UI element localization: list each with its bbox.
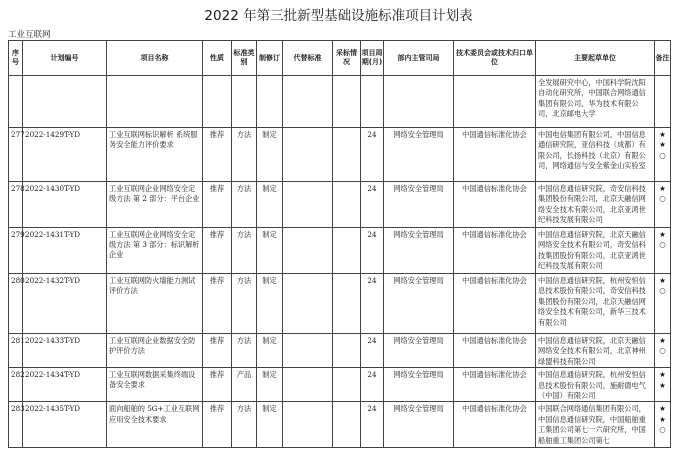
circle-mark: ○ <box>659 286 666 296</box>
period-cell: 24 <box>361 128 384 182</box>
dept-cell: 网络安全管理局 <box>384 182 454 228</box>
units-cell: 中国信息通信研究院，北京天融信网络安全技术有限公司，北京神州绿盟科技有限公司 <box>536 334 655 368</box>
dept-cell: 网络安全管理局 <box>384 274 454 334</box>
units-cell: 中国信息通信研究院，杭州安恒信息技术股份有限公司，奇安信科技集团股份有限公司，北京天融信网络安全技术有限公司，新华三技术有限公司 <box>536 274 655 334</box>
dept-cell: 网络安全管理局 <box>384 334 454 368</box>
remarks-cell <box>655 334 671 368</box>
continued-units: 全发展研究中心，中国科学院沈阳自动化研究所，中国联合网络通信集团有限公司，华为技术有限公司，北京邮电大学 <box>536 76 655 128</box>
replace-cell <box>283 402 333 448</box>
plan-number-cell: 2022-1431T-YD <box>23 228 107 274</box>
committee-cell: 中国通信标准化协会 <box>454 182 536 228</box>
category-cell: 方法 <box>232 228 257 274</box>
star-mark: ★ <box>659 276 666 285</box>
units-cell: 中国信息通信研究院，北京天融信网络安全技术有限公司，奇安信科技集团股份有限公司，北京亚鸿世纪科技发展有限公司 <box>536 228 655 274</box>
header-plan-no: 计划编号 <box>23 41 107 76</box>
revise-cell: 制定 <box>257 334 283 368</box>
header-units: 主要起草单位 <box>536 41 655 76</box>
adopt-cell <box>333 182 361 228</box>
circle-mark: ○ <box>659 346 666 356</box>
committee-cell: 中国通信标准化协会 <box>454 402 536 448</box>
nature-cell: 推荐 <box>203 182 232 228</box>
period-cell: 24 <box>361 274 384 334</box>
revise-cell: 制定 <box>257 274 283 334</box>
nature-cell: 推荐 <box>203 368 232 402</box>
circle-mark: ○ <box>659 194 666 204</box>
star-mark: ★ <box>659 140 666 150</box>
table-row <box>9 228 671 274</box>
dept-cell: 网络安全管理局 <box>384 128 454 182</box>
replace-cell <box>283 274 333 334</box>
page-title: 2022 年第三批新型基础设施标准项目计划表 <box>204 8 473 24</box>
star-mark: ★ <box>659 130 666 139</box>
plan-number-cell: 2022-1430T-YD <box>23 182 107 228</box>
header-nature: 性质 <box>203 41 232 76</box>
seq-cell: 282. <box>9 368 23 402</box>
header-adopt: 采标情况 <box>333 41 361 76</box>
period-cell: 24 <box>361 182 384 228</box>
nature-cell: 推荐 <box>203 334 232 368</box>
plan-number-cell: 2022-1429T-YD <box>23 128 107 182</box>
replace-cell <box>283 334 333 368</box>
star-mark: ★ <box>659 184 666 193</box>
project-name-cell: 工业互联网企业网络安全定级方法 第 2 部分：平台企业 <box>107 182 203 228</box>
nature-cell: 推荐 <box>203 228 232 274</box>
period-cell: 24 <box>361 228 384 274</box>
committee-cell: 中国通信标准化协会 <box>454 334 536 368</box>
committee-cell: 中国通信标准化协会 <box>454 128 536 182</box>
header-remarks: 备注 <box>655 41 671 76</box>
table-row <box>9 182 671 228</box>
table-row <box>9 128 671 182</box>
revise-cell: 制定 <box>257 368 283 402</box>
replace-cell <box>283 182 333 228</box>
seq-cell: 279. <box>9 228 23 274</box>
replace-cell <box>283 368 333 402</box>
project-name-cell: 面向船舶的 5G+工业互联网应用安全技术要求 <box>107 402 203 448</box>
section-label: 工业互联网 <box>8 30 51 40</box>
star-mark: ★ <box>659 370 666 380</box>
units-cell: 中国电信集团有限公司，中国信息通信研究院，亚信科技（成都）有限公司，长扬科技（北京）有限公司，网络通信与安全紫金山实验室 <box>536 128 655 182</box>
circle-mark: ○ <box>659 240 666 250</box>
remarks-cell <box>655 274 671 334</box>
adopt-cell <box>333 402 361 448</box>
nature-cell: 推荐 <box>203 128 232 182</box>
header-period: 项目周期(月) <box>361 41 384 76</box>
remarks-cell <box>655 228 671 274</box>
remarks-cell <box>655 128 671 182</box>
circle-mark: ○ <box>659 150 666 160</box>
header-replace: 代替标准 <box>283 41 333 76</box>
category-cell: 方法 <box>232 128 257 182</box>
plan-number-cell: 2022-1434T-YD <box>23 368 107 402</box>
category-cell: 方法 <box>232 274 257 334</box>
project-name-cell: 工业互联网企业网络安全定级方法 第 3 部分：标识解析企业 <box>107 228 203 274</box>
period-cell: 24 <box>361 368 384 402</box>
plan-number-cell: 2022-1432T-YD <box>23 274 107 334</box>
category-cell: 方法 <box>232 334 257 368</box>
star-mark: ★ <box>659 414 666 424</box>
committee-cell: 中国通信标准化协会 <box>454 228 536 274</box>
header-name: 项目名称 <box>107 41 203 76</box>
dept-cell: 网络安全管理局 <box>384 368 454 402</box>
committee-cell: 中国通信标准化协会 <box>454 274 536 334</box>
project-name-cell: 工业互联网数据采集终端设备安全要求 <box>107 368 203 402</box>
dept-cell: 网络安全管理局 <box>384 402 454 448</box>
replace-cell <box>283 128 333 182</box>
adopt-cell <box>333 334 361 368</box>
nature-cell: 推荐 <box>203 274 232 334</box>
units-cell: 中国联合网络通信集团有限公司，中国信息通信研究院，中国船舶重工集团公司第七一六研究所，中国船舶重工集团公司第七 <box>536 402 655 448</box>
seq-cell: 281. <box>9 334 23 368</box>
star-mark: ★ <box>659 404 666 414</box>
units-cell: 中国信息通信研究院，杭州安恒信息技术股份有限公司，施耐德电气（中国）有限公司 <box>536 368 655 402</box>
table-row <box>9 334 671 368</box>
dept-cell: 网络安全管理局 <box>384 228 454 274</box>
project-name-cell: 工业互联网防火墙能力测试评价方法 <box>107 274 203 334</box>
category-cell: 产品 <box>232 368 257 402</box>
table-header-row <box>9 41 671 76</box>
period-cell: 24 <box>361 402 384 448</box>
adopt-cell <box>333 228 361 274</box>
revise-cell: 制定 <box>257 182 283 228</box>
seq-cell: 280. <box>9 274 23 334</box>
committee-cell: 中国通信标准化协会 <box>454 368 536 402</box>
standards-plan-table <box>8 40 671 448</box>
star-mark: ★ <box>659 336 666 345</box>
category-cell: 方法 <box>232 182 257 228</box>
seq-cell: 278. <box>9 182 23 228</box>
star-mark: ★ <box>659 230 666 239</box>
adopt-cell <box>333 368 361 402</box>
revise-cell: 制定 <box>257 228 283 274</box>
adopt-cell <box>333 274 361 334</box>
period-cell: 24 <box>361 334 384 368</box>
remarks-cell <box>655 402 671 448</box>
remarks-cell <box>655 368 671 402</box>
circle-mark: ○ <box>659 425 666 435</box>
adopt-cell <box>333 128 361 182</box>
table-row <box>9 368 671 402</box>
project-name-cell: 工业互联网标识解析 系统服务安全能力评价要求 <box>107 128 203 182</box>
revise-cell: 制定 <box>257 128 283 182</box>
header-seq: 序号 <box>9 41 23 76</box>
header-category: 标准类别 <box>232 41 257 76</box>
table-row <box>9 402 671 448</box>
seq-cell: 277. <box>9 128 23 182</box>
replace-cell <box>283 228 333 274</box>
nature-cell: 推荐 <box>203 402 232 448</box>
units-cell: 中国信息通信研究院，奇安信科技集团股份有限公司，北京天融信网络安全技术有限公司，北京亚鸿世纪科技发展有限公司 <box>536 182 655 228</box>
continued-row <box>9 76 671 128</box>
project-name-cell: 工业互联网企业数据安全防护评价方法 <box>107 334 203 368</box>
star-mark: ★ <box>659 380 666 390</box>
remarks-cell <box>655 182 671 228</box>
header-dept: 部内主管司局 <box>384 41 454 76</box>
category-cell: 方法 <box>232 402 257 448</box>
plan-number-cell: 2022-1433T-YD <box>23 334 107 368</box>
header-revise: 制修订 <box>257 41 283 76</box>
table-row <box>9 274 671 334</box>
seq-cell: 283. <box>9 402 23 448</box>
header-committee: 技术委员会或技术归口单位 <box>454 41 536 76</box>
plan-number-cell: 2022-1435T-YD <box>23 402 107 448</box>
revise-cell: 制定 <box>257 402 283 448</box>
